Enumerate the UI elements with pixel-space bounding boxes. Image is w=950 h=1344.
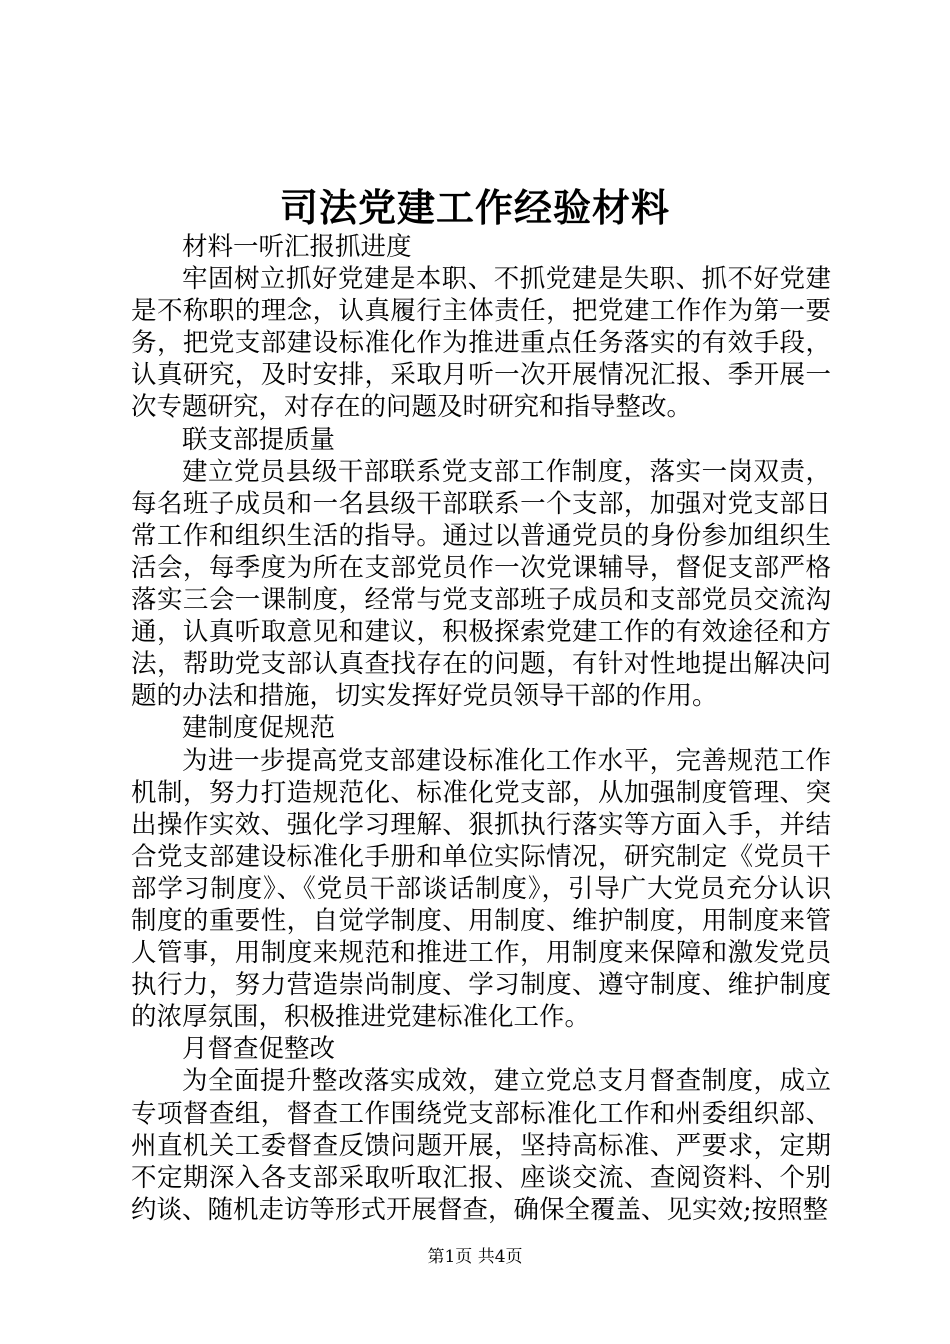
section-paragraph: 牢固树立抓好党建是本职、不抓党建是失职、抓不好党建是不称职的理念，认真履行主体责任，把党建工作作为第一要务，把党支部建设标准化作为推进重点任务落实的有效手段，认真研究，及时安排，采取月听一次开展情况汇报、季开展一次专题研究，对存在的问题及时研究和指导整改。 [131, 264, 831, 423]
section-paragraph: 为全面提升整改落实成效，建立党总支月督查制度，成立专项督查组，督查工作围绕党支部标准化工作和州委组织部、州直机关工委督查反馈问题开展，坚持高标准、严要求，定期不定期深入各支部采取听取汇报、座谈交流、查阅资料、个别约谈、随机走访等形式开展督查，确保全覆盖、见实效;按照整 [131, 1066, 831, 1225]
document-body [131, 231, 831, 1226]
section-paragraph: 为进一步提高党支部建设标准化工作水平，完善规范工作机制，努力打造规范化、标准化党支部，从加强制度管理、突出操作实效、强化学习理解、狠抓执行落实等方面入手，并结合党支部建设标准化手册和单位实际情况，研究制定《党员干部学习制度》、《党员干部谈话制度》，引导广大党员充分认识制度的重要性，自觉学制度、用制度、维护制度，用制度来管人管事，用制度来规范和推进工作，用制度来保障和激发党员执行力，努力营造崇尚制度、学习制度、遵守制度、维护制度的浓厚氛围，积极推进党建标准化工作。 [131, 745, 831, 1033]
document-title: 司法党建工作经验材料 [279, 185, 670, 230]
page-number-footer: 第1页 共4页 [427, 1247, 523, 1267]
section-heading: 建制度促规范 [182, 713, 336, 744]
section-heading: 联支部提质量 [182, 424, 336, 455]
section-heading: 材料一听汇报抓进度 [182, 232, 412, 262]
section-paragraph: 建立党员县级干部联系党支部工作制度，落实一岗双责，每名班子成员和一名县级干部联系一个支部，加强对党支部日常工作和组织生活的指导。通过以普通党员的身份参加组织生活会，每季度为所在支部党员作一次党课辅导，督促支部严格落实三会一课制度，经常与党支部班子成员和支部党员交流沟通，认真听取意见和建议，积极探索党建工作的有效途径和方法，帮助党支部认真查找存在的问题，有针对性地提出解决问题的办法和措施，切实发挥好党员领导干部的作用。 [131, 456, 831, 712]
section-heading: 月督查促整改 [182, 1034, 336, 1065]
